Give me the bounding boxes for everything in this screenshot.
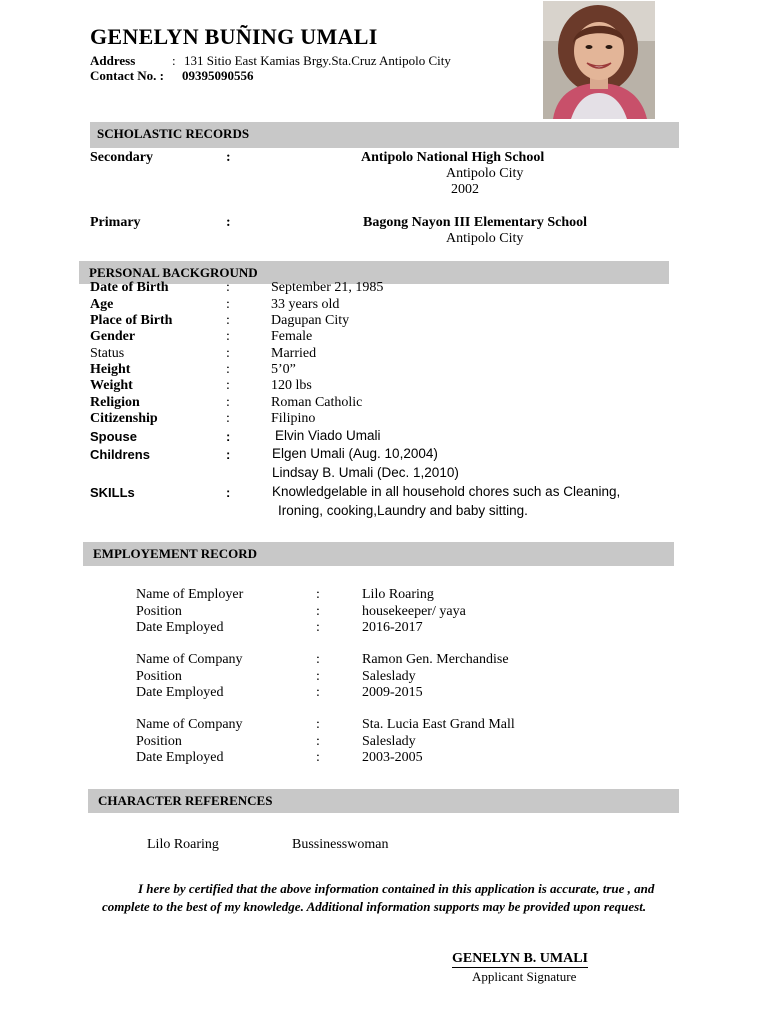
- contact-label: Contact No. :: [90, 68, 165, 83]
- employment-field-label: Position: [136, 733, 182, 749]
- secondary-label: Secondary: [90, 150, 153, 165]
- spouse-label: Spouse: [90, 429, 137, 444]
- address-value: 131 Sitio East Kamias Brgy.Sta.Cruz Antipolo City: [184, 53, 451, 68]
- address-colon: :: [172, 53, 176, 68]
- personal-value: Roman Catholic: [271, 395, 363, 410]
- employment-field-value: housekeeper/ yaya: [362, 603, 466, 619]
- applicant-photo: [543, 1, 655, 119]
- spouse-value: Elvin Viado Umali: [275, 428, 381, 443]
- childrens-colon: :: [226, 447, 231, 462]
- employment-field-value: 2016-2017: [362, 620, 423, 635]
- employment-colon: :: [316, 733, 320, 749]
- employment-field-label: Position: [136, 603, 182, 619]
- secondary-school: Antipolo National High School: [361, 150, 545, 165]
- employment-colon: :: [316, 750, 320, 765]
- personal-label: Weight: [90, 378, 133, 393]
- secondary-colon: :: [226, 150, 231, 165]
- personal-colon: :: [226, 395, 230, 410]
- childrens-label: Childrens: [90, 447, 150, 462]
- personal-label: Age: [90, 297, 114, 312]
- skills-line-2: Ironing, cooking,Laundry and baby sitting.: [278, 503, 528, 518]
- employment-field-label: Date Employed: [136, 750, 224, 765]
- employment-field-label: Name of Employer: [136, 587, 244, 602]
- reference-occupation: Bussinesswoman: [292, 837, 389, 852]
- personal-colon: :: [226, 346, 230, 361]
- employment-field-label: Position: [136, 668, 182, 684]
- primary-colon: :: [226, 215, 231, 230]
- employment-colon: :: [316, 587, 320, 602]
- personal-colon: :: [226, 362, 230, 377]
- primary-school: Bagong Nayon III Elementary School: [363, 215, 588, 230]
- personal-value: Filipino: [271, 411, 316, 426]
- personal-colon: :: [226, 280, 230, 295]
- employment-field-label: Name of Company: [136, 717, 243, 732]
- personal-value: Female: [271, 329, 313, 344]
- personal-title: PERSONAL BACKGROUND: [89, 265, 258, 280]
- personal-value: Married: [271, 346, 317, 361]
- personal-colon: :: [226, 313, 230, 328]
- employment-title: EMPLOYEMENT RECORD: [93, 546, 258, 561]
- employment-colon: :: [316, 717, 320, 732]
- primary-city: Antipolo City: [446, 231, 524, 246]
- personal-label: Place of Birth: [90, 313, 173, 328]
- skills-label: SKILLs: [90, 485, 135, 500]
- personal-label: Height: [90, 362, 131, 377]
- primary-label: Primary: [90, 215, 141, 230]
- employment-colon: :: [316, 668, 320, 684]
- employment-field-value: 2003-2005: [362, 750, 423, 765]
- personal-label: Gender: [90, 329, 136, 344]
- employment-colon: :: [316, 620, 320, 635]
- personal-value: September 21, 1985: [271, 280, 384, 295]
- employment-field-value: Saleslady: [362, 733, 416, 749]
- employment-field-label: Name of Company: [136, 652, 243, 667]
- personal-colon: :: [226, 378, 230, 393]
- personal-label: Citizenship: [90, 411, 158, 426]
- employment-field-value: Lilo Roaring: [362, 587, 434, 602]
- signature-label: Applicant Signature: [472, 969, 577, 984]
- spouse-colon: :: [226, 429, 231, 444]
- employment-field-label: Date Employed: [136, 685, 224, 700]
- personal-value: 120 lbs: [271, 378, 312, 393]
- signature-name: GENELYN B. UMALI: [452, 951, 589, 966]
- certification-statement: I here by certified that the above information contained in this application is accurate, true , and complete to the best of my knowledge. Additional information supports may be provided upon request.: [102, 881, 655, 914]
- scholastic-title: SCHOLASTIC RECORDS: [97, 126, 250, 141]
- applicant-name: GENELYN BUÑING UMALI: [90, 24, 378, 49]
- employment-colon: :: [316, 652, 320, 667]
- personal-label: Status: [90, 346, 125, 361]
- secondary-year: 2002: [451, 182, 479, 197]
- skills-colon: :: [226, 485, 231, 500]
- employment-field-value: 2009-2015: [362, 685, 423, 700]
- employment-field-label: Date Employed: [136, 620, 224, 635]
- personal-value: Dagupan City: [271, 313, 350, 328]
- references-title: CHARACTER REFERENCES: [98, 793, 273, 808]
- employment-colon: :: [316, 603, 320, 619]
- personal-value: 33 years old: [271, 297, 340, 312]
- personal-colon: :: [226, 411, 230, 426]
- employment-field-value: Sta. Lucia East Grand Mall: [362, 717, 515, 732]
- reference-name: Lilo Roaring: [147, 837, 219, 852]
- personal-label: Religion: [90, 395, 140, 410]
- employment-colon: :: [316, 685, 320, 700]
- personal-label: Date of Birth: [90, 280, 169, 295]
- child-1: Elgen Umali (Aug. 10,2004): [272, 446, 438, 461]
- contact-value: 09395090556: [182, 68, 254, 83]
- personal-colon: :: [226, 297, 230, 312]
- employment-field-value: Ramon Gen. Merchandise: [362, 652, 509, 667]
- employment-field-value: Saleslady: [362, 668, 416, 684]
- address-label: Address: [90, 53, 136, 68]
- secondary-city: Antipolo City: [446, 166, 524, 181]
- child-2: Lindsay B. Umali (Dec. 1,2010): [272, 465, 459, 480]
- personal-colon: :: [226, 329, 230, 344]
- personal-value: 5’0”: [271, 362, 296, 377]
- skills-line-1: Knowledgelable in all household chores such as Cleaning,: [272, 484, 621, 499]
